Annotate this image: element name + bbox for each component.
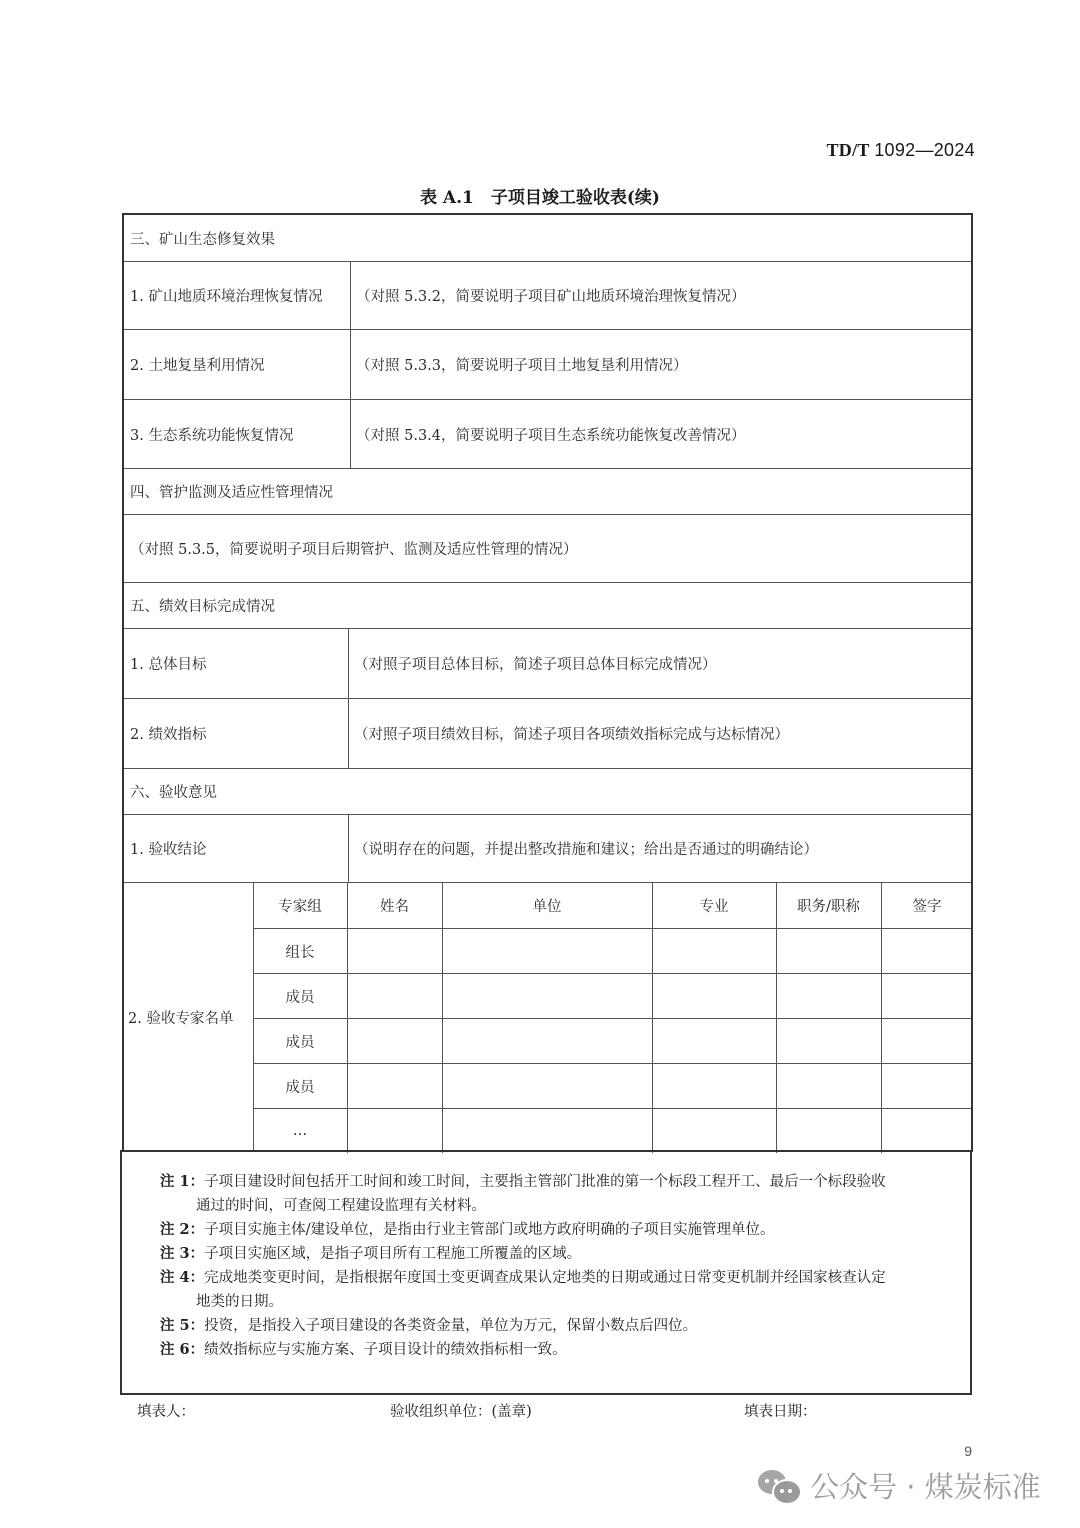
note-text: 子项目实施主体/建设单位，是指由行业主管部门或地方政府明确的子项目实施管理单位。 [204, 1222, 775, 1238]
note-text: 完成地类变更时间，是指根据年度国土变更调查成果认定地类的日期或通过日常变更机制并经国家核查认定 [204, 1270, 886, 1286]
expert-header-row [253, 883, 971, 928]
expert-list-label: 2. 验收专家名单 [128, 1011, 234, 1027]
note-text: 绩效指标应与实施方案、子项目设计的绩效指标相一致。 [204, 1342, 567, 1358]
note-continuation: 通过的时间，可查阅工程建设监理有关材料。 [196, 1198, 486, 1214]
expert-role: 成员 [285, 1034, 315, 1051]
row-label: 2. 绩效指标 [130, 727, 207, 743]
header-signature: 签字 [912, 899, 942, 915]
note-tag: 注 2： [160, 1221, 205, 1238]
date-label: 填表日期： [744, 1404, 817, 1420]
header-unit: 单位 [532, 899, 562, 915]
note-tag: 注 4： [160, 1269, 205, 1286]
table-row [124, 628, 971, 698]
acceptance-table [122, 213, 973, 1152]
table-row [124, 261, 971, 329]
row-label: 1. 总体目标 [130, 657, 207, 673]
note-text: 子项目建设时间包括开工时间和竣工时间，主要指主管部门批准的第一个标段工程开工、最后一个标段验收 [204, 1174, 886, 1190]
expert-grid [253, 883, 971, 1152]
table-row [124, 514, 971, 582]
note-tag: 注 6： [160, 1341, 205, 1358]
section-3-title: 三、矿山生态修复效果 [130, 231, 275, 248]
expert-row [253, 973, 971, 1018]
expert-row [253, 1108, 971, 1153]
row-description[interactable]: （对照 5.3.2，简要说明子项目矿山地质环境治理恢复情况） [356, 289, 746, 305]
table-row [124, 399, 971, 468]
expert-role: 组长 [285, 944, 315, 961]
section-4-title: 四、管护监测及适应性管理情况 [130, 485, 333, 501]
note-item [160, 1338, 958, 1362]
expert-row [253, 1063, 971, 1108]
expert-role: 成员 [285, 989, 315, 1006]
expert-role: 成员 [285, 1079, 315, 1096]
header-name: 姓名 [380, 899, 409, 915]
note-item [160, 1314, 958, 1338]
organizer-label: 验收组织单位：(盖章) [390, 1404, 532, 1420]
row-label: 1. 验收结论 [130, 842, 207, 858]
note-item [160, 1242, 958, 1266]
section-3-header [124, 215, 971, 261]
expert-row [253, 1018, 971, 1063]
table-row [124, 329, 971, 399]
note-text: 子项目实施区域，是指子项目所有工程施工所覆盖的区域。 [204, 1246, 582, 1262]
note-item [160, 1218, 958, 1242]
watermark [758, 1465, 1041, 1506]
table-row [124, 698, 971, 768]
note-tag: 注 1： [160, 1173, 205, 1190]
expert-list [124, 882, 971, 1152]
standard-code [827, 140, 976, 161]
notes-box [120, 1150, 972, 1395]
section-5-title: 五、绩效目标完成情况 [130, 599, 275, 615]
note-continuation: 地类的日期。 [196, 1294, 283, 1310]
note-tag: 注 3： [160, 1245, 205, 1262]
section-6-header [124, 768, 971, 814]
conclusion-description[interactable]: （说明存在的问题，并提出整改措施和建议；给出是否通过的明确结论） [354, 842, 818, 858]
section-5-header [124, 582, 971, 628]
section-6-title: 六、验收意见 [130, 785, 217, 801]
row-description[interactable]: （对照子项目总体目标，简述子项目总体目标完成情况） [354, 657, 717, 673]
table-row [124, 814, 971, 882]
section-4-header [124, 468, 971, 514]
note-tag: 注 5： [160, 1317, 205, 1334]
row-label: 1. 矿山地质环境治理恢复情况 [130, 289, 323, 305]
table-title: 表 A.1 子项目竣工验收表(续) [420, 188, 660, 208]
filler-label: 填表人： [137, 1404, 195, 1420]
wechat-icon [758, 1468, 802, 1504]
row-label: 3. 生态系统功能恢复情况 [130, 427, 294, 444]
note-text: 投资，是指投入子项目建设的各类资金量，单位为万元，保留小数点后四位。 [204, 1318, 698, 1334]
expert-row [253, 928, 971, 973]
header-specialty: 专业 [699, 899, 729, 915]
row-description[interactable]: （对照子项目绩效目标，简述子项目各项绩效指标完成与达标情况） [354, 727, 789, 743]
standard-prefix: TD/T [826, 140, 870, 160]
header-title: 职务/职称 [797, 899, 860, 915]
note-item [160, 1170, 958, 1218]
row-description[interactable]: （对照 5.3.4，简要说明子项目生态系统功能恢复改善情况） [356, 427, 746, 444]
row-label: 2. 土地复垦利用情况 [130, 358, 265, 374]
row-description[interactable]: （对照 5.3.3，简要说明子项目土地复垦利用情况） [356, 358, 688, 374]
header-expert-group: 专家组 [278, 899, 322, 915]
section-4-description[interactable]: （对照 5.3.5，简要说明子项目后期管护、监测及适应性管理的情况） [130, 542, 578, 558]
expert-role: … [292, 1123, 308, 1139]
note-item [160, 1266, 958, 1314]
standard-number: 1092—2024 [874, 140, 975, 160]
watermark-text: 公众号 · 煤炭标准 [810, 1470, 1041, 1504]
page-number: 9 [964, 1443, 972, 1459]
